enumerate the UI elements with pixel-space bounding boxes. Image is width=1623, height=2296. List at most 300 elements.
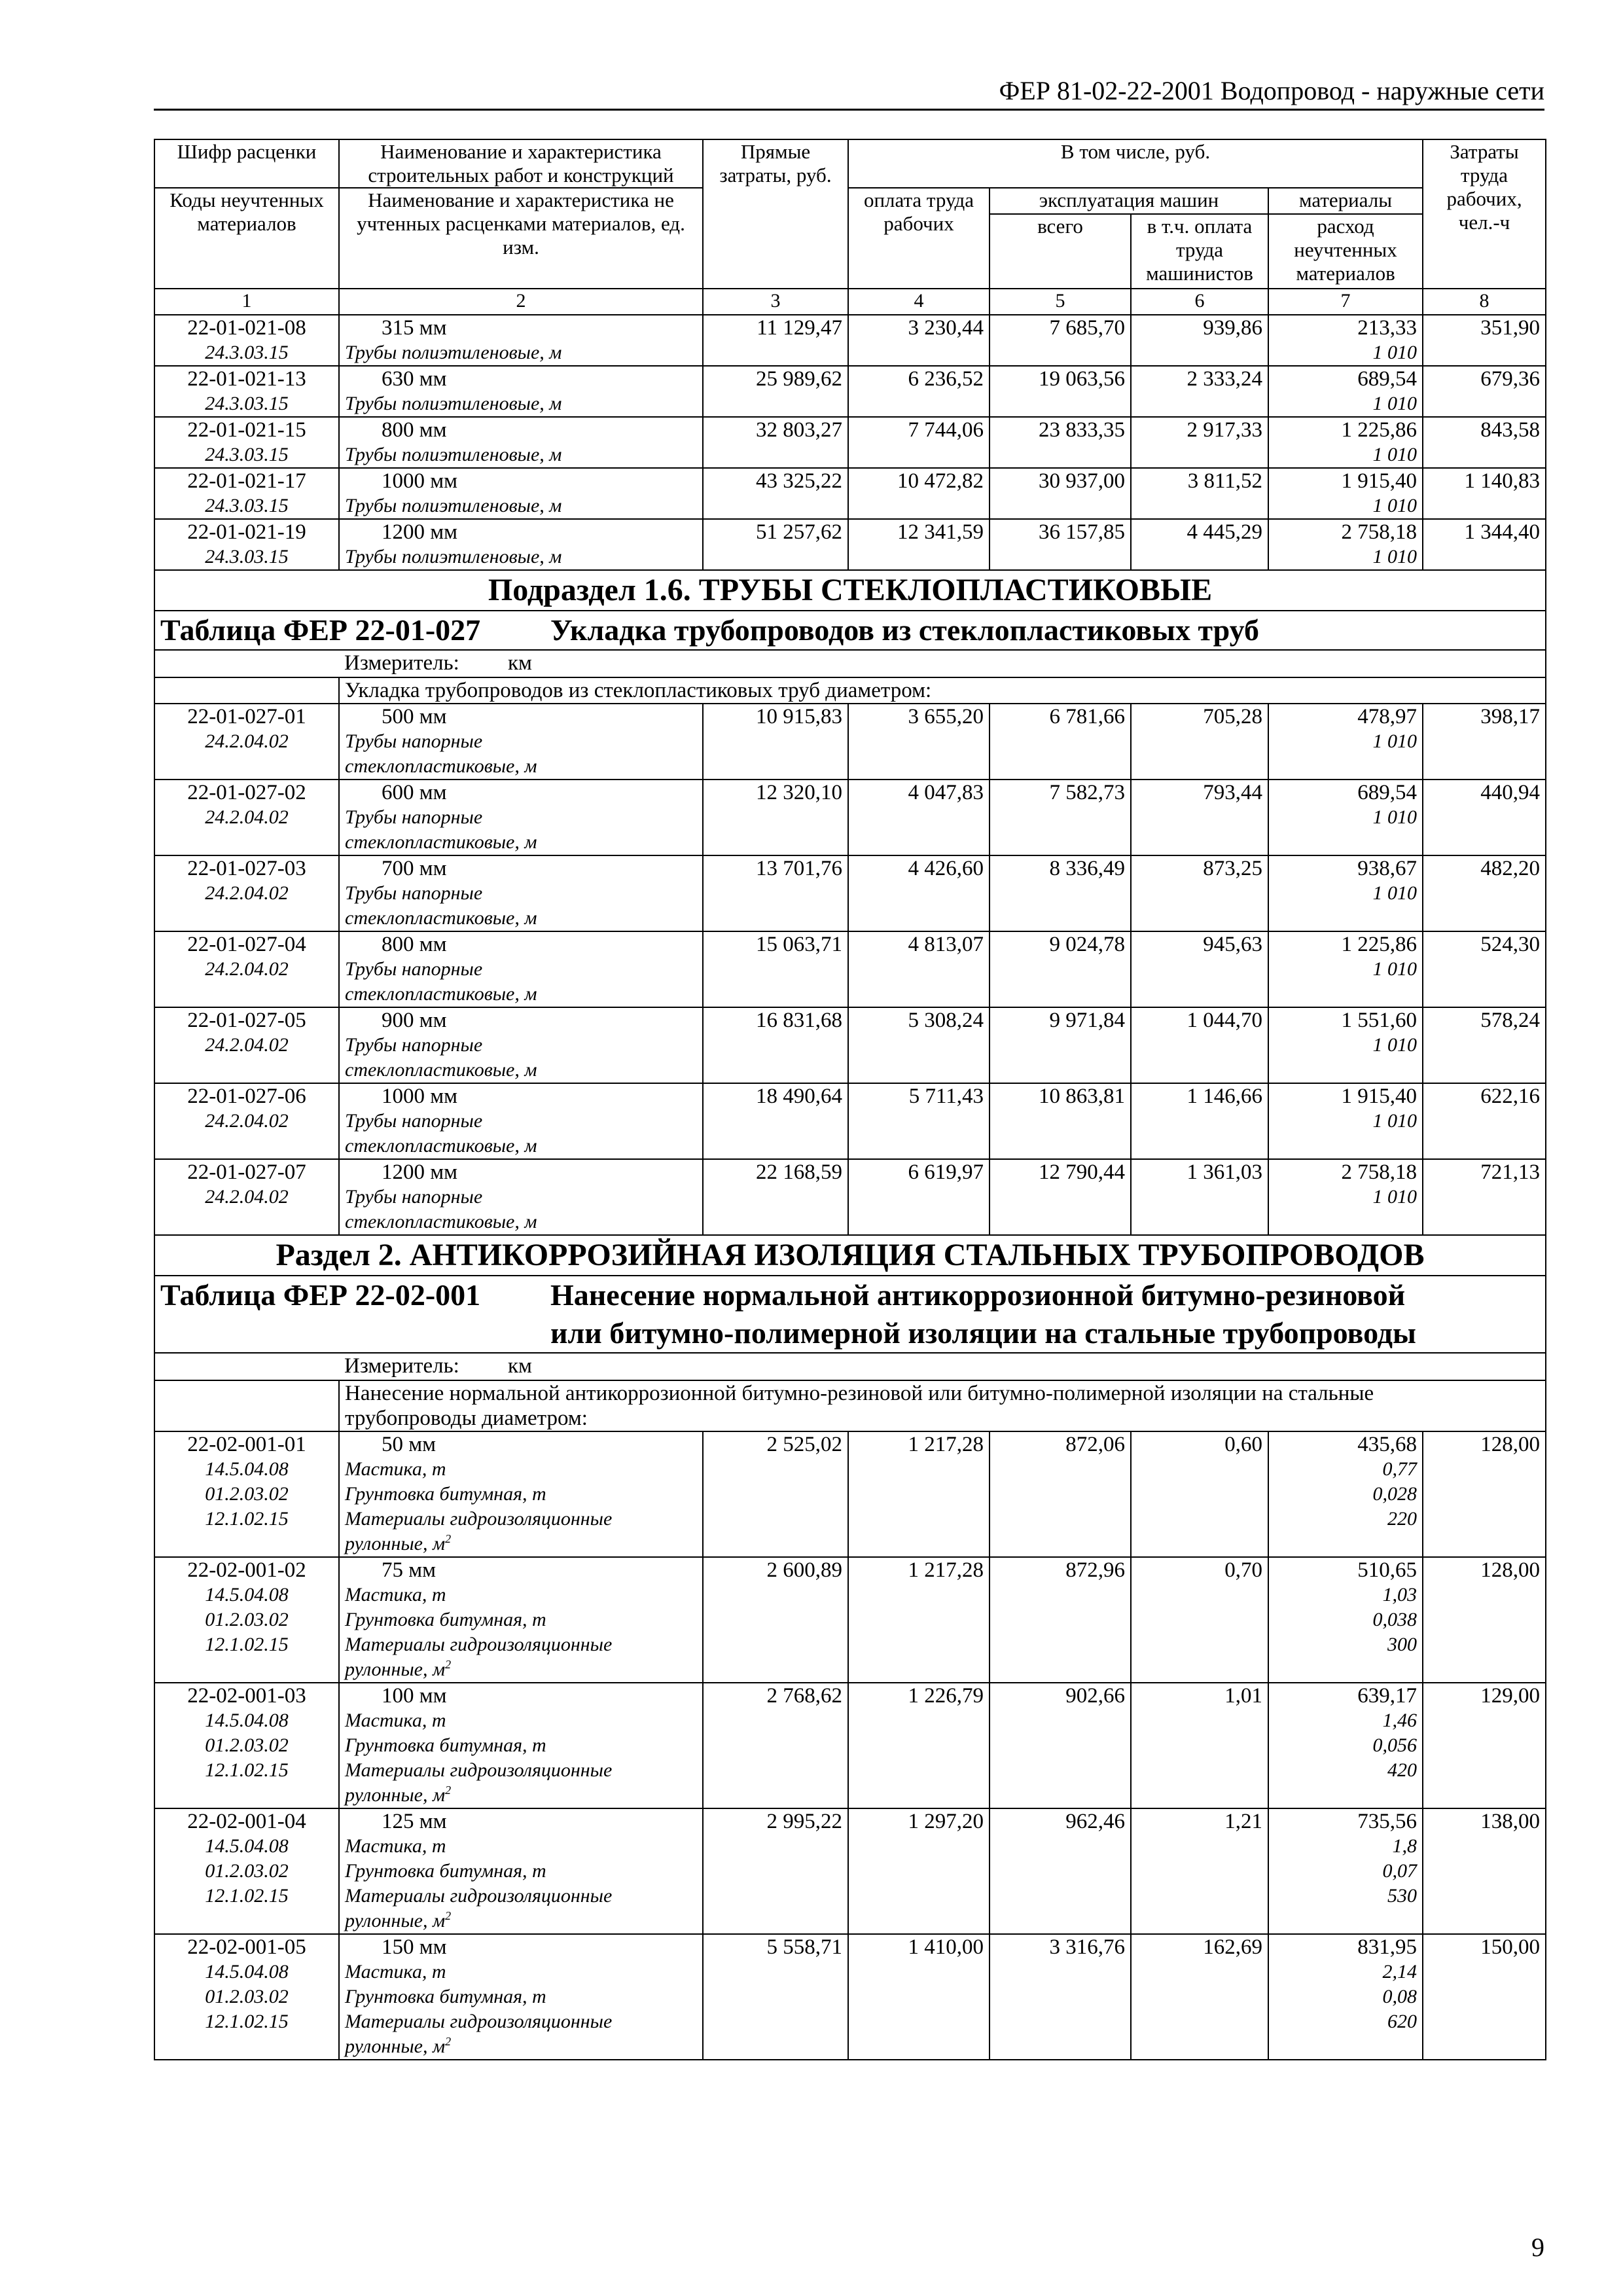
cell-machines xyxy=(990,704,1131,780)
item-name: 600 мм xyxy=(382,781,447,804)
cell-materials xyxy=(1268,704,1423,780)
material-code: 12.1.02.15 xyxy=(205,1508,289,1530)
value: 0,70 xyxy=(1224,1558,1262,1582)
subsection-title: Подраздел 1.6. ТРУБЫ СТЕКЛОПЛАСТИКОВЫЕ xyxy=(154,570,1546,611)
table-description: Укладка трубопроводов из стеклопластиковых труб диаметром: xyxy=(339,677,1546,704)
value: 1 361,03 xyxy=(1186,1160,1262,1184)
material-qty: 1 010 xyxy=(1372,444,1418,465)
head-materials: материалы xyxy=(1268,188,1423,214)
value: 11 129,47 xyxy=(757,316,842,340)
table-title: Укладка трубопроводов из стеклопластиковых труб xyxy=(550,613,1259,647)
cell-labor xyxy=(848,1808,990,1934)
cell-materials xyxy=(1268,1431,1423,1557)
value: 435,68 xyxy=(1357,1433,1418,1456)
item-name: 630 мм xyxy=(382,367,447,391)
material-code: 01.2.03.02 xyxy=(205,1986,289,2007)
cell-code xyxy=(154,1683,339,1808)
cell-code xyxy=(154,468,339,519)
material-qty: 620 xyxy=(1387,2011,1418,2032)
unit-superscript: 2 xyxy=(445,1784,452,1797)
value: 12 790,44 xyxy=(1039,1160,1125,1184)
item-name: 1000 мм xyxy=(382,469,458,493)
measure-label: Измеритель: xyxy=(344,1354,459,1378)
cell-code xyxy=(154,1159,339,1235)
cell-materials xyxy=(1268,1159,1423,1235)
cell-mach-labor xyxy=(1131,931,1268,1007)
head-mach-total: всего xyxy=(990,214,1131,289)
table-row xyxy=(154,1557,1546,1683)
material-name xyxy=(345,1783,697,1808)
material-name-text: рулонные, м xyxy=(345,1533,446,1554)
value: 1 410,00 xyxy=(908,1935,984,1959)
cell-direct xyxy=(703,1683,848,1808)
item-name: 125 мм xyxy=(382,1810,447,1833)
cell-direct xyxy=(703,855,848,931)
value: 16 831,68 xyxy=(756,1009,842,1032)
value: 1 140,83 xyxy=(1464,469,1541,493)
cell-materials xyxy=(1268,1557,1423,1683)
value: 6 619,97 xyxy=(908,1160,984,1184)
value: 1 226,79 xyxy=(908,1684,984,1708)
table-code: Таблица ФЕР 22-02-001 xyxy=(160,1278,481,1312)
cell-mach-labor xyxy=(1131,780,1268,855)
item-code: 22-02-001-01 xyxy=(187,1433,306,1456)
material-name: Мастика, т xyxy=(345,1710,446,1731)
cell-materials xyxy=(1268,1083,1423,1159)
material-name: Трубы напорные xyxy=(345,1110,483,1132)
material-name xyxy=(345,1657,697,1682)
value: 5 308,24 xyxy=(908,1009,984,1032)
value: 1 217,28 xyxy=(908,1558,984,1582)
cell-mach-labor xyxy=(1131,1083,1268,1159)
material-name: стеклопластиковые, м xyxy=(345,831,537,853)
value: 510,65 xyxy=(1357,1558,1418,1582)
value: 18 490,64 xyxy=(756,1085,842,1108)
col-num: 4 xyxy=(848,289,990,315)
material-code: 24.3.03.15 xyxy=(205,342,289,363)
material-code: 24.2.04.02 xyxy=(205,882,289,904)
cell-hours xyxy=(1423,1557,1546,1683)
table-row xyxy=(154,417,1546,468)
cell-direct xyxy=(703,1083,848,1159)
value: 51 257,62 xyxy=(756,520,842,544)
cell-materials xyxy=(1268,931,1423,1007)
material-name: Материалы гидроизоляционные xyxy=(345,2011,613,2032)
cell-materials xyxy=(1268,468,1423,519)
value: 1 044,70 xyxy=(1186,1009,1262,1032)
cell-name xyxy=(339,1431,703,1557)
value: 9 971,84 xyxy=(1049,1009,1125,1032)
material-qty: 1 010 xyxy=(1372,1186,1418,1208)
value: 129,00 xyxy=(1480,1684,1541,1708)
value: 3 811,52 xyxy=(1187,469,1262,493)
value: 679,36 xyxy=(1480,367,1541,391)
cell-machines xyxy=(990,315,1131,366)
table-row xyxy=(154,1431,1546,1557)
measure-row xyxy=(339,650,1546,677)
cell-hours xyxy=(1423,1808,1546,1934)
item-name: 1200 мм xyxy=(382,1160,458,1184)
cell-mach-labor xyxy=(1131,1431,1268,1557)
head-mat-consumption: расход неучтенных материалов xyxy=(1268,214,1423,289)
cell-hours xyxy=(1423,417,1546,468)
col-num: 8 xyxy=(1423,289,1546,315)
head-mat-codes: Коды неучтенных материалов xyxy=(154,188,339,289)
col-num: 3 xyxy=(703,289,848,315)
table-row xyxy=(154,1683,1546,1808)
cell-machines xyxy=(990,1083,1131,1159)
value: 945,63 xyxy=(1203,933,1262,956)
material-name: Трубы напорные xyxy=(345,730,483,752)
cell-direct xyxy=(703,1808,848,1934)
material-name: Материалы гидроизоляционные xyxy=(345,1508,613,1530)
value: 1 217,28 xyxy=(908,1433,984,1456)
material-name-text: рулонные, м xyxy=(345,1659,446,1680)
material-qty: 0,028 xyxy=(1372,1483,1418,1505)
cell-mach-labor xyxy=(1131,1683,1268,1808)
cell-labor xyxy=(848,1083,990,1159)
value: 7 582,73 xyxy=(1049,781,1125,804)
cell-direct xyxy=(703,417,848,468)
value: 2 758,18 xyxy=(1341,1160,1418,1184)
table-row xyxy=(154,1083,1546,1159)
col-num: 7 xyxy=(1268,289,1423,315)
item-code: 22-02-001-03 xyxy=(187,1684,306,1708)
cell-machines xyxy=(990,855,1131,931)
cell-labor xyxy=(848,855,990,931)
cell-code xyxy=(154,704,339,780)
material-code: 14.5.04.08 xyxy=(205,1584,289,1605)
item-code: 22-01-027-01 xyxy=(187,705,306,728)
value: 12 320,10 xyxy=(756,781,842,804)
material-code: 12.1.02.15 xyxy=(205,2011,289,2032)
head-code: Шифр расценки xyxy=(154,139,339,188)
material-qty: 1 010 xyxy=(1372,1034,1418,1056)
cell-mach-labor xyxy=(1131,315,1268,366)
value: 689,54 xyxy=(1357,367,1418,391)
material-code: 14.5.04.08 xyxy=(205,1458,289,1480)
measure-unit: км xyxy=(508,651,532,675)
value: 30 937,00 xyxy=(1039,469,1125,493)
value: 1,01 xyxy=(1224,1684,1262,1708)
value: 138,00 xyxy=(1480,1810,1541,1833)
cell-hours xyxy=(1423,519,1546,570)
cell-code xyxy=(154,366,339,417)
material-qty: 0,08 xyxy=(1382,1986,1418,2007)
cell-hours xyxy=(1423,1083,1546,1159)
item-name: 100 мм xyxy=(382,1684,447,1708)
desc-line: Нанесение нормальной антикоррозионной битумно-резиновой или битумно-полимерной изоляции на стальные xyxy=(345,1382,1374,1405)
cell-machines xyxy=(990,366,1131,417)
value: 4 445,29 xyxy=(1186,520,1262,544)
material-qty: 1 010 xyxy=(1372,342,1418,363)
cell-name xyxy=(339,519,703,570)
cell-hours xyxy=(1423,1159,1546,1235)
value: 793,44 xyxy=(1203,781,1262,804)
cell-direct xyxy=(703,1934,848,2060)
value: 1 146,66 xyxy=(1186,1085,1262,1108)
table-row xyxy=(154,931,1546,1007)
material-code: 24.3.03.15 xyxy=(205,495,289,516)
item-name: 800 мм xyxy=(382,933,447,956)
cell-hours xyxy=(1423,780,1546,855)
material-name: Материалы гидроизоляционные xyxy=(345,1885,613,1907)
cell-name xyxy=(339,315,703,366)
value: 2 333,24 xyxy=(1186,367,1262,391)
cell-machines xyxy=(990,1683,1131,1808)
measure-row xyxy=(339,1353,1546,1380)
subsection-heading xyxy=(154,570,1546,704)
material-code: 24.2.04.02 xyxy=(205,1110,289,1132)
col-num: 5 xyxy=(990,289,1131,315)
unit-superscript: 2 xyxy=(445,2035,452,2048)
value: 10 915,83 xyxy=(756,705,842,728)
cell-code xyxy=(154,1083,339,1159)
value: 25 989,62 xyxy=(756,367,842,391)
cell-hours xyxy=(1423,1683,1546,1808)
item-code: 22-01-021-13 xyxy=(187,367,306,391)
page-number: 9 xyxy=(1531,2233,1544,2262)
unit-superscript: 2 xyxy=(445,1909,452,1922)
block-fiberglass xyxy=(154,704,1546,1235)
material-qty: 1 010 xyxy=(1372,730,1418,752)
material-name: Трубы напорные xyxy=(345,1186,483,1208)
cell-materials xyxy=(1268,1007,1423,1083)
material-name: стеклопластиковые, м xyxy=(345,907,537,929)
material-code: 01.2.03.02 xyxy=(205,1860,289,1882)
cell-labor xyxy=(848,1557,990,1683)
value: 9 024,78 xyxy=(1049,933,1125,956)
material-qty: 1 010 xyxy=(1372,393,1418,414)
material-name: стеклопластиковые, м xyxy=(345,983,537,1005)
material-code: 12.1.02.15 xyxy=(205,1634,289,1655)
cell-code xyxy=(154,931,339,1007)
value: 902,66 xyxy=(1065,1684,1125,1708)
cell-machines xyxy=(990,519,1131,570)
table-row xyxy=(154,780,1546,855)
material-code: 24.2.04.02 xyxy=(205,730,289,752)
material-qty: 1 010 xyxy=(1372,882,1418,904)
cell-labor xyxy=(848,931,990,1007)
measure-unit: км xyxy=(508,1354,532,1378)
cell-machines xyxy=(990,1431,1131,1557)
cell-mach-labor xyxy=(1131,417,1268,468)
cell-direct xyxy=(703,1007,848,1083)
cell-mach-labor xyxy=(1131,1007,1268,1083)
block-insulation xyxy=(154,1431,1546,2060)
material-name: Материалы гидроизоляционные xyxy=(345,1634,613,1655)
item-code: 22-01-027-04 xyxy=(187,933,306,956)
cell-name xyxy=(339,468,703,519)
col-num: 2 xyxy=(339,289,703,315)
material-name: Мастика, т xyxy=(345,1835,446,1857)
material-name: Грунтовка битумная, т xyxy=(345,1986,546,2007)
material-code: 14.5.04.08 xyxy=(205,1835,289,1857)
cell-direct xyxy=(703,1431,848,1557)
material-code: 01.2.03.02 xyxy=(205,1734,289,1756)
cell-labor xyxy=(848,417,990,468)
value: 5 558,71 xyxy=(766,1935,842,1959)
block-polyethylene xyxy=(154,315,1546,570)
material-name: Трубы полиэтиленовые, м xyxy=(345,546,562,567)
value: 6 781,66 xyxy=(1049,705,1125,728)
value: 872,06 xyxy=(1065,1433,1125,1456)
item-code: 22-01-027-03 xyxy=(187,857,306,880)
material-qty: 1 010 xyxy=(1372,1110,1418,1132)
value: 2 758,18 xyxy=(1341,520,1418,544)
cell-materials xyxy=(1268,855,1423,931)
value: 2 995,22 xyxy=(766,1810,842,1833)
value: 4 426,60 xyxy=(908,857,984,880)
value: 1 297,20 xyxy=(908,1810,984,1833)
material-name: Мастика, т xyxy=(345,1961,446,1982)
cell-mach-labor xyxy=(1131,366,1268,417)
item-name: 500 мм xyxy=(382,705,447,728)
material-name: стеклопластиковые, м xyxy=(345,1059,537,1081)
material-qty: 1 010 xyxy=(1372,495,1418,516)
material-code: 14.5.04.08 xyxy=(205,1961,289,1982)
item-code: 22-02-001-05 xyxy=(187,1935,306,1959)
cell-machines xyxy=(990,468,1131,519)
material-name: Трубы полиэтиленовые, м xyxy=(345,444,562,465)
material-name xyxy=(345,2034,697,2059)
cell-labor xyxy=(848,519,990,570)
value: 3 230,44 xyxy=(908,316,984,340)
value: 128,00 xyxy=(1480,1558,1541,1582)
material-name-text: рулонные, м xyxy=(345,1910,446,1931)
value: 150,00 xyxy=(1480,1935,1541,1959)
cell-name xyxy=(339,780,703,855)
cell-direct xyxy=(703,931,848,1007)
value: 843,58 xyxy=(1480,418,1541,442)
section-title: Раздел 2. АНТИКОРРОЗИЙНАЯ ИЗОЛЯЦИЯ СТАЛЬНЫХ ТРУБОПРОВОДОВ xyxy=(154,1235,1546,1276)
item-name: 150 мм xyxy=(382,1935,447,1959)
value: 351,90 xyxy=(1480,316,1541,340)
material-name: Материалы гидроизоляционные xyxy=(345,1759,613,1781)
value: 1 915,40 xyxy=(1341,1085,1418,1108)
item-name: 75 мм xyxy=(382,1558,437,1582)
cell-materials xyxy=(1268,366,1423,417)
material-name: Мастика, т xyxy=(345,1458,446,1480)
header-rule xyxy=(154,109,1544,111)
cell-hours xyxy=(1423,468,1546,519)
value: 10 472,82 xyxy=(897,469,984,493)
material-code: 01.2.03.02 xyxy=(205,1483,289,1505)
item-code: 22-01-021-19 xyxy=(187,520,306,544)
cell-name xyxy=(339,366,703,417)
col-num: 1 xyxy=(154,289,339,315)
col-num: 6 xyxy=(1131,289,1268,315)
cell-code xyxy=(154,780,339,855)
value: 4 813,07 xyxy=(908,933,984,956)
value: 1 344,40 xyxy=(1464,520,1541,544)
cell-direct xyxy=(703,468,848,519)
cell-name xyxy=(339,931,703,1007)
table-row xyxy=(154,315,1546,366)
value: 4 047,83 xyxy=(908,781,984,804)
table-row xyxy=(154,704,1546,780)
value: 2 600,89 xyxy=(766,1558,842,1582)
cell-machines xyxy=(990,931,1131,1007)
cell-materials xyxy=(1268,1683,1423,1808)
item-code: 22-01-027-07 xyxy=(187,1160,306,1184)
cell-direct xyxy=(703,1159,848,1235)
value: 689,54 xyxy=(1357,781,1418,804)
value: 213,33 xyxy=(1357,316,1418,340)
material-code: 24.2.04.02 xyxy=(205,806,289,828)
value: 13 701,76 xyxy=(756,857,842,880)
desc-line: трубопроводы диаметром: xyxy=(345,1407,588,1430)
cell-labor xyxy=(848,366,990,417)
item-code: 22-01-021-17 xyxy=(187,469,306,493)
table-title-line: или битумно-полимерной изоляции на стальные трубопроводы xyxy=(550,1316,1416,1350)
material-name: Трубы напорные xyxy=(345,958,483,980)
cell-name xyxy=(339,1808,703,1934)
cell-mach-labor xyxy=(1131,468,1268,519)
item-code: 22-01-027-05 xyxy=(187,1009,306,1032)
cell-labor xyxy=(848,468,990,519)
material-name: Грунтовка битумная, т xyxy=(345,1483,546,1505)
table-title xyxy=(550,1276,1416,1352)
column-numbers xyxy=(154,289,1546,315)
value: 872,96 xyxy=(1065,1558,1125,1582)
item-code: 22-01-021-15 xyxy=(187,418,306,442)
cell-mach-labor xyxy=(1131,704,1268,780)
cell-code xyxy=(154,417,339,468)
cell-hours xyxy=(1423,315,1546,366)
cell-code xyxy=(154,1934,339,2060)
value: 128,00 xyxy=(1480,1433,1541,1456)
material-code: 24.3.03.15 xyxy=(205,393,289,414)
value: 15 063,71 xyxy=(756,933,842,956)
cell-name xyxy=(339,1683,703,1808)
item-name: 315 мм xyxy=(382,316,447,340)
value: 873,25 xyxy=(1203,857,1262,880)
cell-labor xyxy=(848,704,990,780)
cell-hours xyxy=(1423,931,1546,1007)
material-name: Мастика, т xyxy=(345,1584,446,1605)
value: 578,24 xyxy=(1480,1009,1541,1032)
cell-hours xyxy=(1423,1007,1546,1083)
value: 19 063,56 xyxy=(1039,367,1125,391)
cell-code xyxy=(154,855,339,931)
material-code: 12.1.02.15 xyxy=(205,1759,289,1781)
material-qty: 1,46 xyxy=(1382,1710,1418,1731)
table-row xyxy=(154,519,1546,570)
table-row xyxy=(154,1934,1546,2060)
cell-mach-labor xyxy=(1131,519,1268,570)
table-title-line: Нанесение нормальной антикоррозионной битумно-резиновой xyxy=(550,1278,1406,1312)
value: 7 744,06 xyxy=(908,418,984,442)
cell-machines xyxy=(990,417,1131,468)
material-name: Трубы напорные xyxy=(345,1034,483,1056)
cell-name xyxy=(339,1557,703,1683)
value: 2 525,02 xyxy=(766,1433,842,1456)
value: 482,20 xyxy=(1480,857,1541,880)
head-group: В том числе, руб. xyxy=(848,139,1423,188)
cell-materials xyxy=(1268,315,1423,366)
material-name: Грунтовка битумная, т xyxy=(345,1860,546,1882)
table-title-row xyxy=(154,1276,1546,1353)
cell-hours xyxy=(1423,704,1546,780)
table-row xyxy=(154,1159,1546,1235)
value: 1 915,40 xyxy=(1341,469,1418,493)
section-heading xyxy=(154,1235,1546,1431)
material-name: стеклопластиковые, м xyxy=(345,755,537,777)
value: 478,97 xyxy=(1357,705,1418,728)
cell-hours xyxy=(1423,1431,1546,1557)
value: 36 157,85 xyxy=(1039,520,1125,544)
